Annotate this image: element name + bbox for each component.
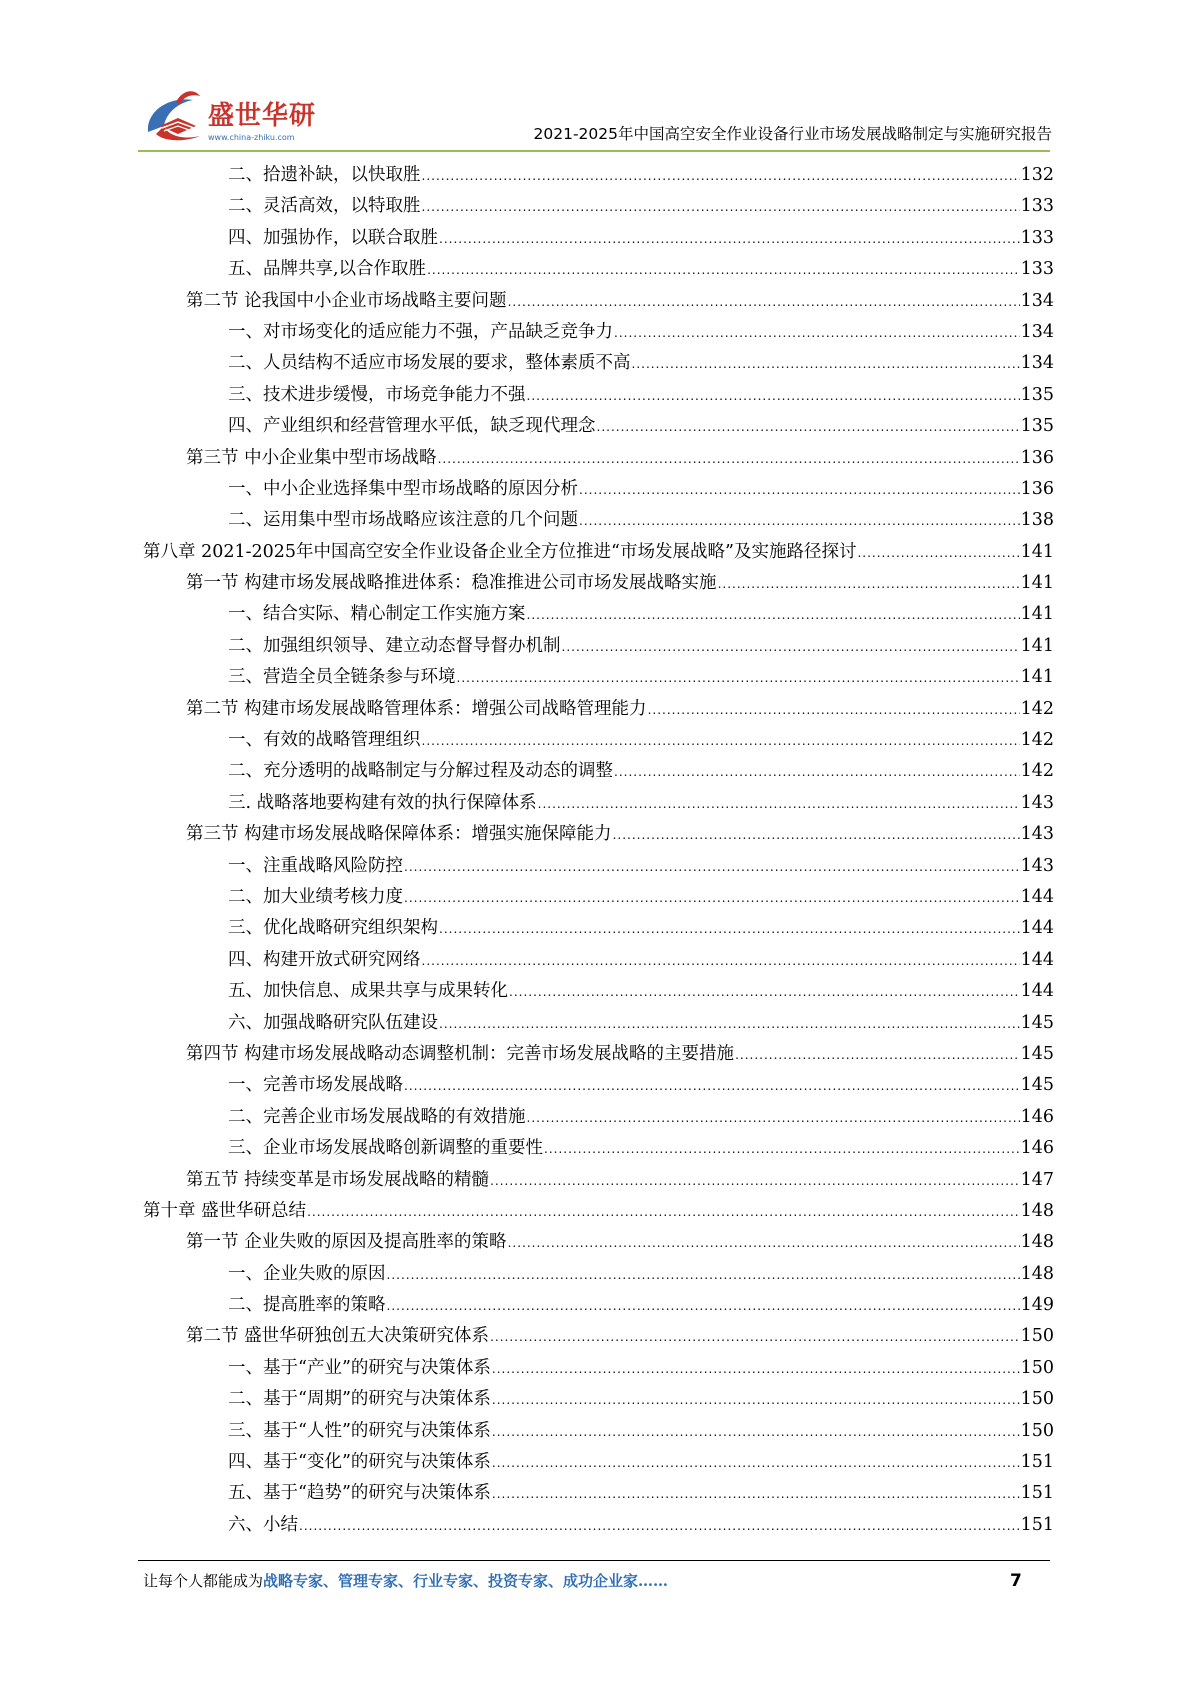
- toc-leader-dots: [527, 381, 1020, 412]
- toc-entry-page: 147: [1020, 1169, 1054, 1190]
- toc-entry-label: 六、小结: [228, 1514, 298, 1535]
- toc-entry-page: 134: [1020, 321, 1054, 342]
- toc-entry-page: 141: [1020, 573, 1054, 594]
- toc-entry-label: 二、加强组织领导、建立动态督导督办机制: [228, 635, 561, 656]
- toc-leader-dots: [527, 1103, 1020, 1134]
- toc-entry-label: 五、基于“趋势”的研究与决策体系: [228, 1483, 491, 1504]
- toc-entry-page: 142: [1020, 730, 1054, 751]
- toc-leader-dots: [579, 475, 1020, 506]
- toc-entry[interactable]: [143, 725, 1054, 756]
- toc-entry-page: 134: [1020, 290, 1054, 311]
- toc-entry-label: 第一节 构建市场发展战略推进体系：稳准推进公司市场发展战略实施: [186, 573, 717, 594]
- toc-entry-page: 133: [1020, 227, 1054, 248]
- toc-entry-page: 150: [1020, 1420, 1054, 1441]
- toc-entry-label: 第八章 2021-2025年中国高空安全作业设备企业全方位推进“市场发展战略”及实施路径探讨: [143, 541, 857, 562]
- toc-entry-page: 138: [1020, 510, 1054, 531]
- toc-entry-page: 144: [1020, 981, 1054, 1002]
- toc-leader-dots: [387, 1291, 1020, 1322]
- toc-entry[interactable]: [143, 945, 1054, 976]
- toc-leader-dots: [490, 1322, 1020, 1353]
- toc-entry[interactable]: [143, 443, 1054, 474]
- toc-entry-label: 五、品牌共享,以合作取胜: [228, 259, 427, 280]
- toc-entry-label: 一、企业失败的原因: [228, 1263, 386, 1284]
- toc-entry[interactable]: [143, 819, 1054, 850]
- toc-leader-dots: [614, 757, 1020, 788]
- toc-entry-label: 三、营造全员全链条参与环境: [228, 667, 456, 688]
- toc-leader-dots: [735, 1040, 1020, 1071]
- toc-entry-page: 150: [1020, 1326, 1054, 1347]
- toc-entry[interactable]: [143, 348, 1054, 379]
- toc-entry[interactable]: [143, 380, 1054, 411]
- toc-entry[interactable]: [143, 1133, 1054, 1164]
- toc-entry-page: 150: [1020, 1389, 1054, 1410]
- toc-leader-dots: [438, 444, 1020, 475]
- toc-entry-page: 151: [1020, 1452, 1054, 1473]
- toc-entry[interactable]: [143, 1478, 1054, 1509]
- toc-entry[interactable]: [143, 1259, 1054, 1290]
- document-title: 2021-2025年中国高空安全作业设备行业市场发展战略制定与实施研究报告: [533, 125, 1052, 143]
- toc-entry-label: 三. 战略落地要构建有效的执行保障体系: [228, 792, 537, 813]
- page-number: 7: [1010, 1571, 1022, 1591]
- toc-entry[interactable]: [143, 882, 1054, 913]
- toc-entry-page: 151: [1020, 1514, 1054, 1535]
- toc-leader-dots: [492, 1448, 1020, 1479]
- toc-entry-label: 第十章 盛世华研总结: [143, 1200, 307, 1221]
- toc-leader-dots: [404, 883, 1020, 914]
- toc-entry-page: 141: [1020, 541, 1054, 562]
- toc-entry-page: 145: [1020, 1075, 1054, 1096]
- toc-leader-dots: [439, 1009, 1020, 1040]
- toc-entry-label: 四、构建开放式研究网络: [228, 949, 421, 970]
- toc-entry-label: 二、拾遗补缺，以快取胜: [228, 165, 421, 185]
- toc-entry-label: 五、加快信息、成果共享与成果转化: [228, 981, 508, 1002]
- toc-entry[interactable]: [143, 1165, 1054, 1196]
- toc-leader-dots: [857, 538, 1019, 569]
- toc-entry-label: 四、基于“变化”的研究与决策体系: [228, 1452, 491, 1473]
- toc-entry[interactable]: [143, 631, 1054, 662]
- toc-entry-page: 148: [1020, 1200, 1054, 1221]
- footer-slogan: [143, 1570, 668, 1592]
- toc-entry[interactable]: [143, 1039, 1054, 1070]
- toc-entry-page: 146: [1020, 1138, 1054, 1159]
- toc-entry-page: 144: [1020, 918, 1054, 939]
- toc-entry-page: 143: [1020, 824, 1054, 845]
- toc-entry-label: 一、注重战略风险防控: [228, 855, 403, 876]
- toc-leader-dots: [387, 1260, 1020, 1291]
- toc-leader-dots: [492, 1354, 1020, 1385]
- toc-entry-page: 144: [1020, 949, 1054, 970]
- toc-entry-page: 133: [1020, 196, 1054, 217]
- toc-entry-page: 146: [1020, 1106, 1054, 1127]
- toc-entry-label: 第一节 企业失败的原因及提高胜率的策略: [186, 1232, 507, 1253]
- toc-entry-page: 151: [1020, 1483, 1054, 1504]
- toc-entry-page: 141: [1020, 635, 1054, 656]
- toc-leader-dots: [562, 632, 1020, 663]
- toc-leader-dots: [404, 1071, 1020, 1102]
- toc-leader-dots: [614, 318, 1020, 349]
- footer-slogan-highlight: 战略专家、管理专家、行业专家、投资专家、成功企业家……: [263, 1572, 669, 1590]
- toc-entry-label: 二、灵活高效，以特取胜: [228, 196, 421, 217]
- toc-leader-dots: [439, 914, 1020, 945]
- toc-leader-dots: [422, 161, 1020, 192]
- toc-entry-page: 135: [1020, 384, 1054, 405]
- toc-entry[interactable]: [143, 1510, 1054, 1541]
- toc-entry-page: 148: [1020, 1263, 1054, 1284]
- toc-leader-dots: [509, 977, 1020, 1008]
- toc-leader-dots: [492, 1417, 1020, 1448]
- toc-leader-dots: [538, 789, 1020, 820]
- toc-entry-page: 142: [1020, 698, 1054, 719]
- toc-entry-page: 142: [1020, 761, 1054, 782]
- toc-entry[interactable]: [143, 1321, 1054, 1352]
- toc-entry[interactable]: [143, 1102, 1054, 1133]
- toc-entry-label: 一、中小企业选择集中型市场战略的原因分析: [228, 478, 578, 499]
- toc-entry[interactable]: [143, 537, 1054, 568]
- toc-entry[interactable]: [143, 254, 1054, 285]
- toc-entry-page: 135: [1020, 416, 1054, 437]
- toc-entry-label: 六、加强战略研究队伍建设: [228, 1012, 438, 1033]
- toc-entry-label: 二、提高胜率的策略: [228, 1295, 386, 1316]
- toc-entry[interactable]: [143, 1196, 1054, 1227]
- toc-leader-dots: [492, 1479, 1020, 1510]
- toc-entry[interactable]: [143, 474, 1054, 505]
- toc-entry[interactable]: [143, 756, 1054, 787]
- toc-entry-label: 第二节 构建市场发展战略管理体系：增强公司战略管理能力: [186, 698, 647, 719]
- toc-entry-label: 第二节 论我国中小企业市场战略主要问题: [186, 290, 507, 311]
- page-header: [0, 0, 1191, 150]
- toc-leader-dots: [439, 224, 1020, 255]
- toc-entry[interactable]: [143, 851, 1054, 882]
- toc-entry-label: 三、基于“人性”的研究与决策体系: [228, 1420, 491, 1441]
- toc-entry-label: 二、加大业绩考核力度: [228, 886, 403, 907]
- toc-entry-label: 一、结合实际、精心制定工作实施方案: [228, 604, 526, 625]
- toc-entry-page: 148: [1020, 1232, 1054, 1253]
- toc-leader-dots: [404, 852, 1020, 883]
- toc-entry-page: 134: [1020, 353, 1054, 374]
- toc-leader-dots: [613, 820, 1020, 851]
- toc-leader-dots: [299, 1511, 1020, 1542]
- toc-leader-dots: [422, 946, 1020, 977]
- toc-leader-dots: [457, 663, 1020, 694]
- toc-entry[interactable]: [143, 1070, 1054, 1101]
- toc-leader-dots: [648, 695, 1020, 726]
- toc-entry-page: 132: [1020, 165, 1054, 185]
- table-of-contents: [143, 160, 1054, 1541]
- toc-entry-label: 第五节 持续变革是市场发展战略的精髓: [186, 1169, 490, 1190]
- toc-entry-label: 一、有效的战略管理组织: [228, 730, 421, 751]
- toc-entry[interactable]: [143, 160, 1054, 191]
- toc-leader-dots: [508, 1228, 1020, 1259]
- toc-entry[interactable]: [143, 286, 1054, 317]
- toc-leader-dots: [579, 506, 1020, 537]
- toc-entry[interactable]: [143, 1416, 1054, 1447]
- toc-entry[interactable]: [143, 317, 1054, 348]
- toc-leader-dots: [492, 1385, 1020, 1416]
- toc-entry-page: 133: [1020, 259, 1054, 280]
- toc-entry[interactable]: [143, 788, 1054, 819]
- toc-entry[interactable]: [143, 662, 1054, 693]
- toc-entry[interactable]: [143, 599, 1054, 630]
- toc-leader-dots: [307, 1197, 1020, 1228]
- toc-leader-dots: [597, 412, 1020, 443]
- toc-entry-page: 136: [1020, 478, 1054, 499]
- logo-text: 盛世华研: [208, 101, 317, 131]
- toc-entry-label: 三、企业市场发展战略创新调整的重要性: [228, 1138, 543, 1159]
- toc-leader-dots: [427, 255, 1020, 286]
- toc-entry-label: 三、技术进步缓慢，市场竞争能力不强: [228, 384, 526, 405]
- toc-entry[interactable]: [143, 1353, 1054, 1384]
- toc-entry-label: 第二节 盛世华研独创五大决策研究体系: [186, 1326, 490, 1347]
- toc-entry-label: 一、对市场变化的适应能力不强，产品缺乏竞争力: [228, 321, 613, 342]
- toc-entry-page: 141: [1020, 667, 1054, 688]
- toc-entry-page: 143: [1020, 792, 1054, 813]
- toc-entry[interactable]: [143, 1227, 1054, 1258]
- footer-divider: [138, 1560, 1050, 1561]
- toc-entry-page: 144: [1020, 886, 1054, 907]
- toc-entry[interactable]: [143, 411, 1054, 442]
- toc-entry-label: 二、人员结构不适应市场发展的要求，整体素质不高: [228, 353, 631, 374]
- footer-slogan-lead: 让每个人都能成为: [143, 1572, 264, 1590]
- toc-leader-dots: [508, 287, 1020, 318]
- toc-entry[interactable]: [143, 1008, 1054, 1039]
- toc-leader-dots: [422, 726, 1020, 757]
- logo-url: www.china-zhiku.com: [208, 133, 295, 142]
- toc-entry[interactable]: [143, 568, 1054, 599]
- toc-entry[interactable]: [143, 913, 1054, 944]
- toc-entry-label: 一、基于“产业”的研究与决策体系: [228, 1357, 491, 1378]
- toc-entry-page: 141: [1020, 604, 1054, 625]
- toc-leader-dots: [632, 349, 1020, 380]
- toc-entry[interactable]: [143, 976, 1054, 1007]
- toc-entry-label: 三、优化战略研究组织架构: [228, 918, 438, 939]
- toc-entry-label: 四、加强协作，以联合取胜: [228, 227, 438, 248]
- toc-leader-dots: [544, 1134, 1020, 1165]
- toc-entry-label: 二、充分透明的战略制定与分解过程及动态的调整: [228, 761, 613, 782]
- toc-entry-label: 二、运用集中型市场战略应该注意的几个问题: [228, 510, 578, 531]
- toc-entry-page: 143: [1020, 855, 1054, 876]
- toc-entry[interactable]: [143, 191, 1054, 222]
- toc-entry[interactable]: [143, 1447, 1054, 1478]
- toc-leader-dots: [490, 1166, 1020, 1197]
- toc-leader-dots: [718, 569, 1020, 600]
- toc-entry[interactable]: [143, 223, 1054, 254]
- toc-entry-page: 150: [1020, 1357, 1054, 1378]
- toc-entry-page: 149: [1020, 1295, 1054, 1316]
- toc-entry-label: 四、产业组织和经营管理水平低，缺乏现代理念: [228, 416, 596, 437]
- toc-entry-label: 第四节 构建市场发展战略动态调整机制：完善市场发展战略的主要措施: [186, 1043, 735, 1064]
- toc-entry[interactable]: [143, 1290, 1054, 1321]
- toc-entry-label: 第三节 中小企业集中型市场战略: [186, 447, 437, 468]
- toc-leader-dots: [527, 600, 1020, 631]
- toc-entry[interactable]: [143, 505, 1054, 536]
- toc-entry-label: 二、基于“周期”的研究与决策体系: [228, 1389, 491, 1410]
- toc-leader-dots: [422, 192, 1020, 223]
- toc-entry[interactable]: [143, 694, 1054, 725]
- toc-entry[interactable]: [143, 1384, 1054, 1415]
- toc-entry-label: 二、完善企业市场发展战略的有效措施: [228, 1106, 526, 1127]
- toc-entry-label: 第三节 构建市场发展战略保障体系：增强实施保障能力: [186, 824, 612, 845]
- toc-entry-page: 145: [1020, 1012, 1054, 1033]
- header-divider: [138, 150, 1050, 152]
- toc-entry-page: 136: [1020, 447, 1054, 468]
- toc-entry-label: 一、完善市场发展战略: [228, 1075, 403, 1096]
- toc-entry-page: 145: [1020, 1043, 1054, 1064]
